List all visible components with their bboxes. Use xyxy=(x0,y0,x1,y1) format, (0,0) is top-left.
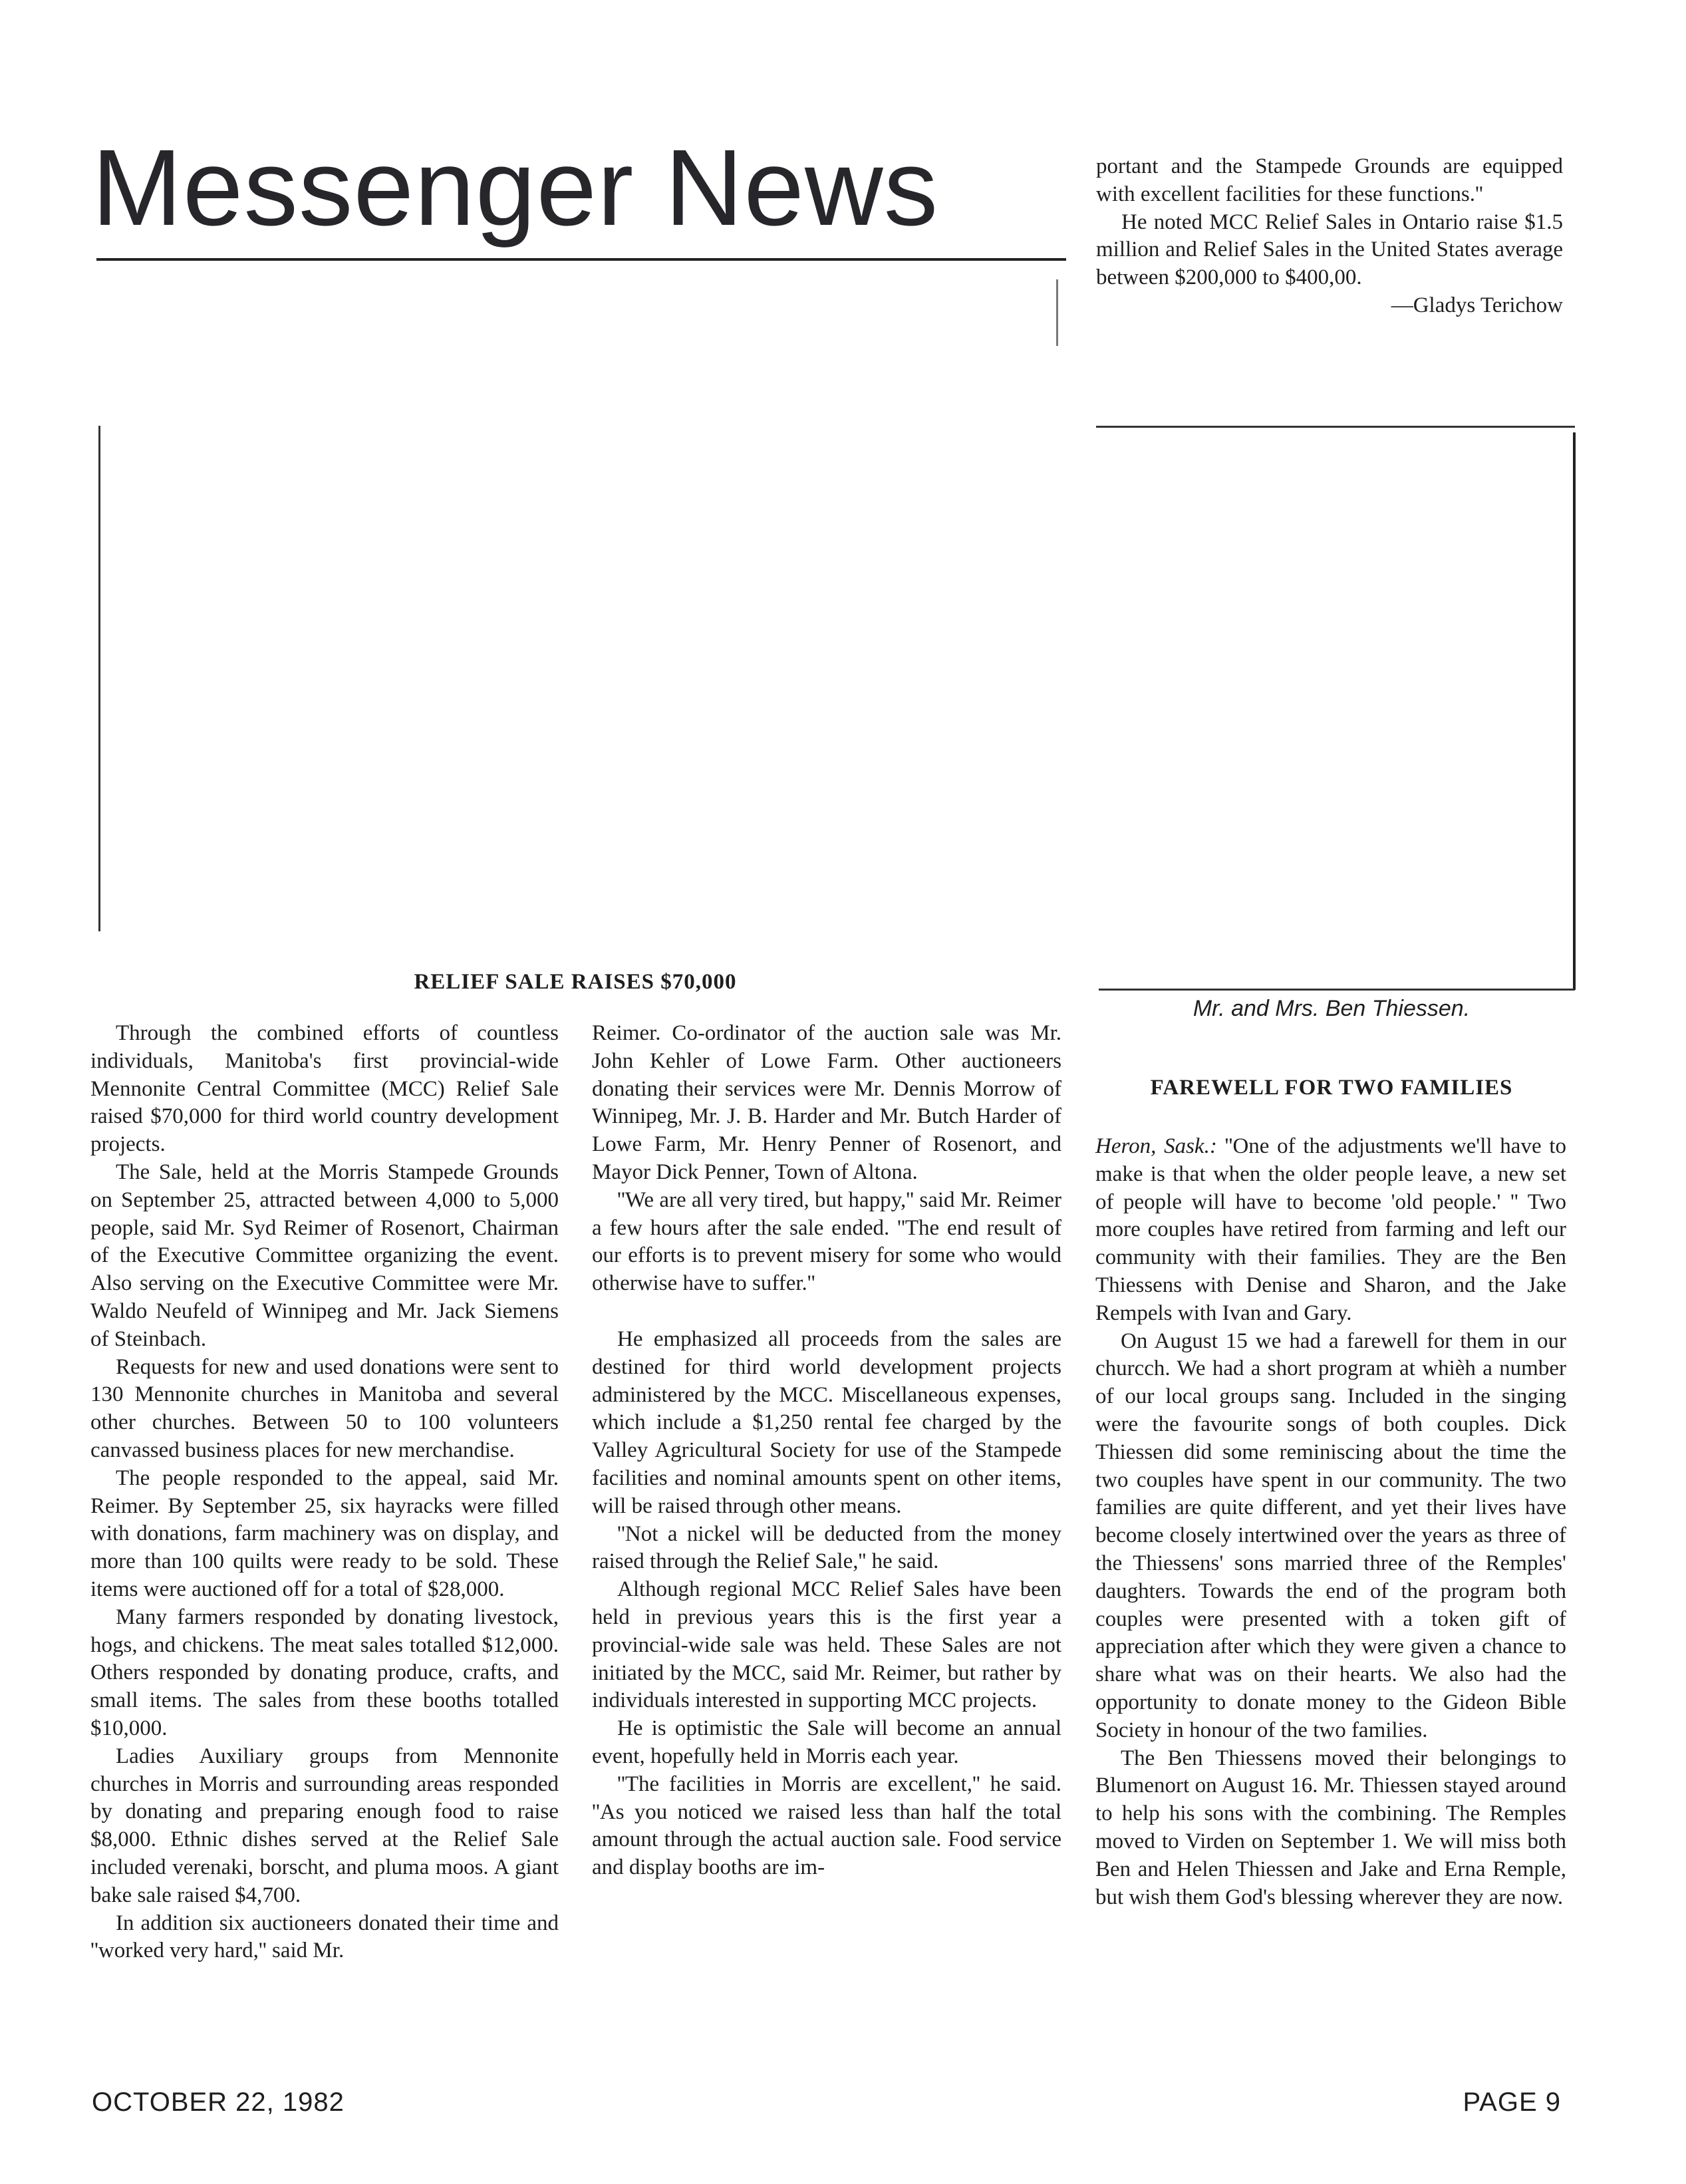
paragraph: Many farmers responded by donating livestock, hogs, and chickens. The meat sales totalled $12,000. Others responded by donating produce, crafts, and small items. The sales from these booths totalled $10,000. xyxy=(90,1605,559,1740)
byline-signature: —Gladys Terichow xyxy=(1391,293,1563,317)
dateline: Heron, Sask.: xyxy=(1095,1134,1217,1158)
photo-frame-divider xyxy=(1056,279,1058,346)
paragraph: portant and the Stampede Grounds are equipped with excellent facilities for these functions.'' xyxy=(1096,154,1563,206)
article2-headline: FAREWELL FOR TWO FAMILIES xyxy=(1150,1076,1513,1100)
article1-column-1 xyxy=(90,1020,559,1965)
paragraph xyxy=(1095,1133,1566,1328)
paragraph: The Ben Thiessens moved their belongings to Blumenort on August 16. Mr. Thiessen stayed around to help his sons with the combining. The Remples moved to Virden on September 1. We will miss both Ben and Helen Thiessen and Jake and Erna Remple, but wish them God's blessing wherever they are now. xyxy=(1095,1746,1566,1909)
masthead-title: Messenger News xyxy=(92,126,939,248)
photo-caption: Mr. and Mrs. Ben Thiessen. xyxy=(1193,996,1471,1021)
paragraph: On August 15 we had a farewell for them in our churcch. We had a short program at whièh a number of our local groups sang. Included in the singing were the favourite songs of both couples. Dick Thiessen did some reminiscing about the time the two couples have spent in our community. The two families are quite different, and yet their lives have become closely intertwined over the years as three of the Thiessens' sons married three of the Remples' daughters. Towards the end of the program both couples were presented with a token gift of appreciation after which they were given a chance to share what was on their hearts. We also had the opportunity to donate money to the Gideon Bible Society in honour of the two families. xyxy=(1095,1328,1566,1742)
paragraph: The Sale, held at the Morris Stampede Grounds on September 25, attracted between 4,000 to 5,000 people, said Mr. Syd Reimer of Rosenort, Chairman of the Executive Committee organizing the event. Also serving on the Executive Committee were Mr. Waldo Neufeld of Winnipeg and Mr. Jack Siemens of Steinbach. xyxy=(90,1160,559,1351)
paragraph: Requests for new and used donations were sent to 130 Mennonite churches in Manitoba and several other churches. Between 50 to 100 volunteers canvassed business places for new merchandise. xyxy=(90,1354,559,1462)
paragraph: In addition six auctioneers donated their time and ''worked very hard,'' said Mr. xyxy=(90,1911,559,1963)
paragraph: He emphasized all proceeds from the sales are destined for third world development projects administered by the MCC. Miscellaneous expenses, which include a $1,250 rental fee charged by the Valley Agricultural Society for use of the Stampede facilities and nominal amounts spent on other items, will be raised through other means. xyxy=(592,1326,1061,1518)
photo-frame-top xyxy=(1096,426,1575,428)
paragraph: Although regional MCC Relief Sales have been held in previous years this is the first year a provincial-wide sale was held. These Sales are not initiated by the MCC, said Mr. Reimer, but rather by individuals interested in supporting MCC projects. xyxy=(592,1577,1061,1713)
paragraph: ''The facilities in Morris are excellent,'' he said. ''As you noticed we raised less than half the total amount through the actual auction sale. Food service and display booths are im- xyxy=(592,1772,1061,1880)
paragraph: He is optimistic the Sale will become an annual event, hopefully held in Morris each year. xyxy=(592,1716,1061,1768)
masthead-rule xyxy=(96,258,1066,261)
article2-column xyxy=(1095,1133,1566,1911)
page-number: PAGE 9 xyxy=(1463,2088,1561,2117)
paragraph: ''We are all very tired, but happy,'' said Mr. Reimer a few hours after the sale ended. ''The end result of our efforts is to prevent misery for some who would otherwise have to suffer.'' xyxy=(592,1187,1061,1296)
paragraph: ''Not a nickel will be deducted from the money raised through the Relief Sale,'' he said. xyxy=(592,1521,1061,1574)
paragraph: Through the combined efforts of countless individuals, Manitoba's first provincial-wide Mennonite Central Committee (MCC) Relief Sale raised $70,000 for third world country development projects. xyxy=(90,1021,559,1157)
paragraph-text: ''One of the adjustments we'll have to make is that when the older people leave, a new set of people will have to become 'old people.' '' Two more couples have retired from farming and left our community with their families. They are the Ben Thiessens with Denise and Sharon, and the Jake Rempels with Ivan and Gary. xyxy=(1095,1134,1566,1325)
article1-headline: RELIEF SALE RAISES $70,000 xyxy=(414,970,737,994)
article1-continuation xyxy=(1096,153,1563,320)
paragraph: Ladies Auxiliary groups from Mennonite churches in Morris and surrounding areas responded by donating and preparing enough food to raise $8,000. Ethnic dishes served at the Relief Sale included verenaki, borscht, and pluma moos. A giant bake sale raised $4,700. xyxy=(90,1744,559,1907)
issue-date: OCTOBER 22, 1982 xyxy=(92,2088,345,2117)
paragraph: Reimer. Co-ordinator of the auction sale was Mr. John Kehler of Lowe Farm. Other auctioneers donating their services were Mr. Dennis Morrow of Winnipeg, Mr. J. B. Harder and Mr. Butch Harder of Lowe Farm, Mr. Henry Penner of Rosenort, and Mayor Dick Penner, Town of Altona. xyxy=(592,1021,1061,1184)
paragraph: The people responded to the appeal, said Mr. Reimer. By September 25, six hayracks were filled with donations, farm machinery was on display, and more than 100 quilts were ready to be sold. These items were auctioned off for a total of $28,000. xyxy=(90,1466,559,1601)
article1-column-2 xyxy=(592,1020,1061,1882)
photo-frame-left-edge xyxy=(98,426,100,931)
photo-frame-right xyxy=(1573,432,1576,990)
photo-frame-bottom xyxy=(1099,989,1575,991)
paragraph: He noted MCC Relief Sales in Ontario raise $1.5 million and Relief Sales in the United States average between $200,000 to $400,00. xyxy=(1096,210,1563,290)
